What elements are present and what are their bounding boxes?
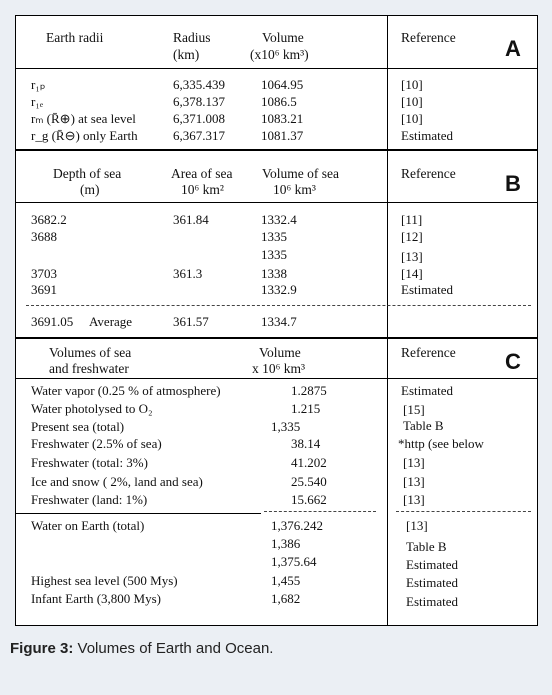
total-reference: Estimated xyxy=(406,575,458,590)
total-divider xyxy=(396,511,531,512)
row-reference: [13] xyxy=(403,492,425,507)
row-volume: 1332.9 xyxy=(261,282,297,297)
header-volume-unit: x 10⁶ km³ xyxy=(252,361,306,376)
row-depth: 3703 xyxy=(31,266,57,281)
row-reference: [11] xyxy=(401,212,423,227)
row-volume: 1.215 xyxy=(291,401,321,416)
header-rule xyxy=(16,68,537,69)
average-volume: 1334.7 xyxy=(261,314,297,329)
header-reference: Reference xyxy=(401,166,456,181)
total-label: Highest sea level (500 Mys) xyxy=(31,573,178,588)
header-rule xyxy=(16,378,537,379)
total-label: Infant Earth (3,800 Mys) xyxy=(31,591,161,606)
column-divider xyxy=(387,16,388,625)
row-volume: 1086.5 xyxy=(261,94,297,109)
row-volume: 1332.4 xyxy=(261,212,297,227)
row-reference: *http (see below xyxy=(398,436,484,451)
row-reference: [15] xyxy=(403,402,425,417)
section-a-label: A xyxy=(505,36,521,61)
header-earth-radii: Earth radii xyxy=(46,30,104,45)
row-volume: 1083.21 xyxy=(261,111,304,126)
section-c-label: C xyxy=(505,349,521,374)
row-volume: 25.540 xyxy=(291,474,327,489)
row-label: Freshwater (total: 3%) xyxy=(31,455,148,470)
row-area: 361.84 xyxy=(173,212,209,227)
header-area: Area of sea xyxy=(171,166,233,181)
row-volume: 1,335 xyxy=(271,419,301,434)
row-reference: [12] xyxy=(401,229,423,244)
row-reference: [14] xyxy=(401,266,423,281)
header-radius: Radius xyxy=(173,30,211,45)
row-label: Freshwater (land: 1%) xyxy=(31,492,148,507)
header-area-unit: 10⁶ km² xyxy=(181,182,224,197)
row-depth: 3691 xyxy=(31,282,57,297)
header-depth: Depth of sea xyxy=(53,166,122,181)
row-volume: 1081.37 xyxy=(261,128,304,143)
volumes-table xyxy=(15,15,538,626)
header-volumes-of-sea: Volumes of sea xyxy=(49,345,132,360)
row-radius: 6,378.137 xyxy=(173,94,225,109)
row-reference: [10] xyxy=(401,111,423,126)
total-divider xyxy=(264,511,376,512)
header-reference: Reference xyxy=(401,30,456,45)
row-reference: Table B xyxy=(403,418,444,433)
header-reference: Reference xyxy=(401,345,456,360)
total-volume: 1,455 xyxy=(271,573,301,588)
row-reference: [13] xyxy=(401,249,423,264)
section-separator xyxy=(16,149,537,151)
header-rule xyxy=(16,202,537,203)
section-separator xyxy=(16,337,537,339)
row-volume: 38.14 xyxy=(291,436,321,451)
row-reference: [10] xyxy=(401,94,423,109)
row-reference: [10] xyxy=(401,77,423,92)
header-volume-unit: (x10⁶ km³) xyxy=(250,47,309,62)
header-volume-unit: 10⁶ km³ xyxy=(273,182,316,197)
header-volume: Volume of sea xyxy=(262,166,339,181)
caption-text: Volumes of Earth and Ocean. xyxy=(73,640,274,657)
row-volume: 1064.95 xyxy=(261,77,304,92)
average-area: 361.57 xyxy=(173,314,209,329)
row-label: Water photolysed to O₂ xyxy=(31,401,153,416)
header-radius-unit: (km) xyxy=(173,47,200,62)
header-volume: Volume xyxy=(262,30,304,45)
row-radius: 6,367.317 xyxy=(173,128,225,143)
section-b-label: B xyxy=(505,171,521,196)
row-volume: 1338 xyxy=(261,266,287,281)
row-label: r₁ₚ xyxy=(31,77,46,92)
header-depth-unit: (m) xyxy=(80,182,100,197)
row-area: 361.3 xyxy=(173,266,203,281)
total-volume: 1,375.64 xyxy=(271,554,317,569)
caption-prefix: Figure 3: xyxy=(10,640,74,657)
row-reference: Estimated xyxy=(401,383,453,398)
total-reference: [13] xyxy=(406,518,428,533)
row-reference: Estimated xyxy=(401,282,453,297)
total-rule xyxy=(16,513,261,514)
total-volume: 1,386 xyxy=(271,536,301,551)
total-label: Water on Earth (total) xyxy=(31,518,145,533)
row-label: rₘ (R̄⊕) at sea level xyxy=(31,111,136,126)
average-label: Average xyxy=(89,314,133,329)
row-reference: [13] xyxy=(403,474,425,489)
row-label: r₁ₑ xyxy=(31,94,44,109)
average-divider xyxy=(26,305,531,306)
row-reference: Estimated xyxy=(401,128,453,143)
total-reference: Estimated xyxy=(406,594,458,609)
row-volume: 1.2875 xyxy=(291,383,327,398)
header-freshwater: and freshwater xyxy=(49,361,129,376)
total-reference: Table B xyxy=(406,539,447,554)
total-volume: 1,376.242 xyxy=(271,518,323,533)
row-volume: 1335 xyxy=(261,229,287,244)
row-volume: 1335 xyxy=(261,247,287,262)
average-depth: 3691.05 xyxy=(31,314,74,329)
row-volume: 41.202 xyxy=(291,455,327,470)
row-depth: 3682.2 xyxy=(31,212,67,227)
row-radius: 6,335.439 xyxy=(173,77,225,92)
row-volume: 15.662 xyxy=(291,492,327,507)
header-volume: Volume xyxy=(259,345,301,360)
figure-caption xyxy=(10,640,273,657)
row-label: Freshwater (2.5% of sea) xyxy=(31,436,162,451)
row-reference: [13] xyxy=(403,455,425,470)
row-label: Present sea (total) xyxy=(31,419,125,434)
row-radius: 6,371.008 xyxy=(173,111,225,126)
row-depth: 3688 xyxy=(31,229,57,244)
row-label: Water vapor (0.25 % of atmosphere) xyxy=(31,383,221,398)
total-reference: Estimated xyxy=(406,557,458,572)
row-label: r_g (R̄⊖) only Earth xyxy=(31,128,138,143)
row-label: Ice and snow ( 2%, land and sea) xyxy=(31,474,203,489)
total-volume: 1,682 xyxy=(271,591,301,606)
